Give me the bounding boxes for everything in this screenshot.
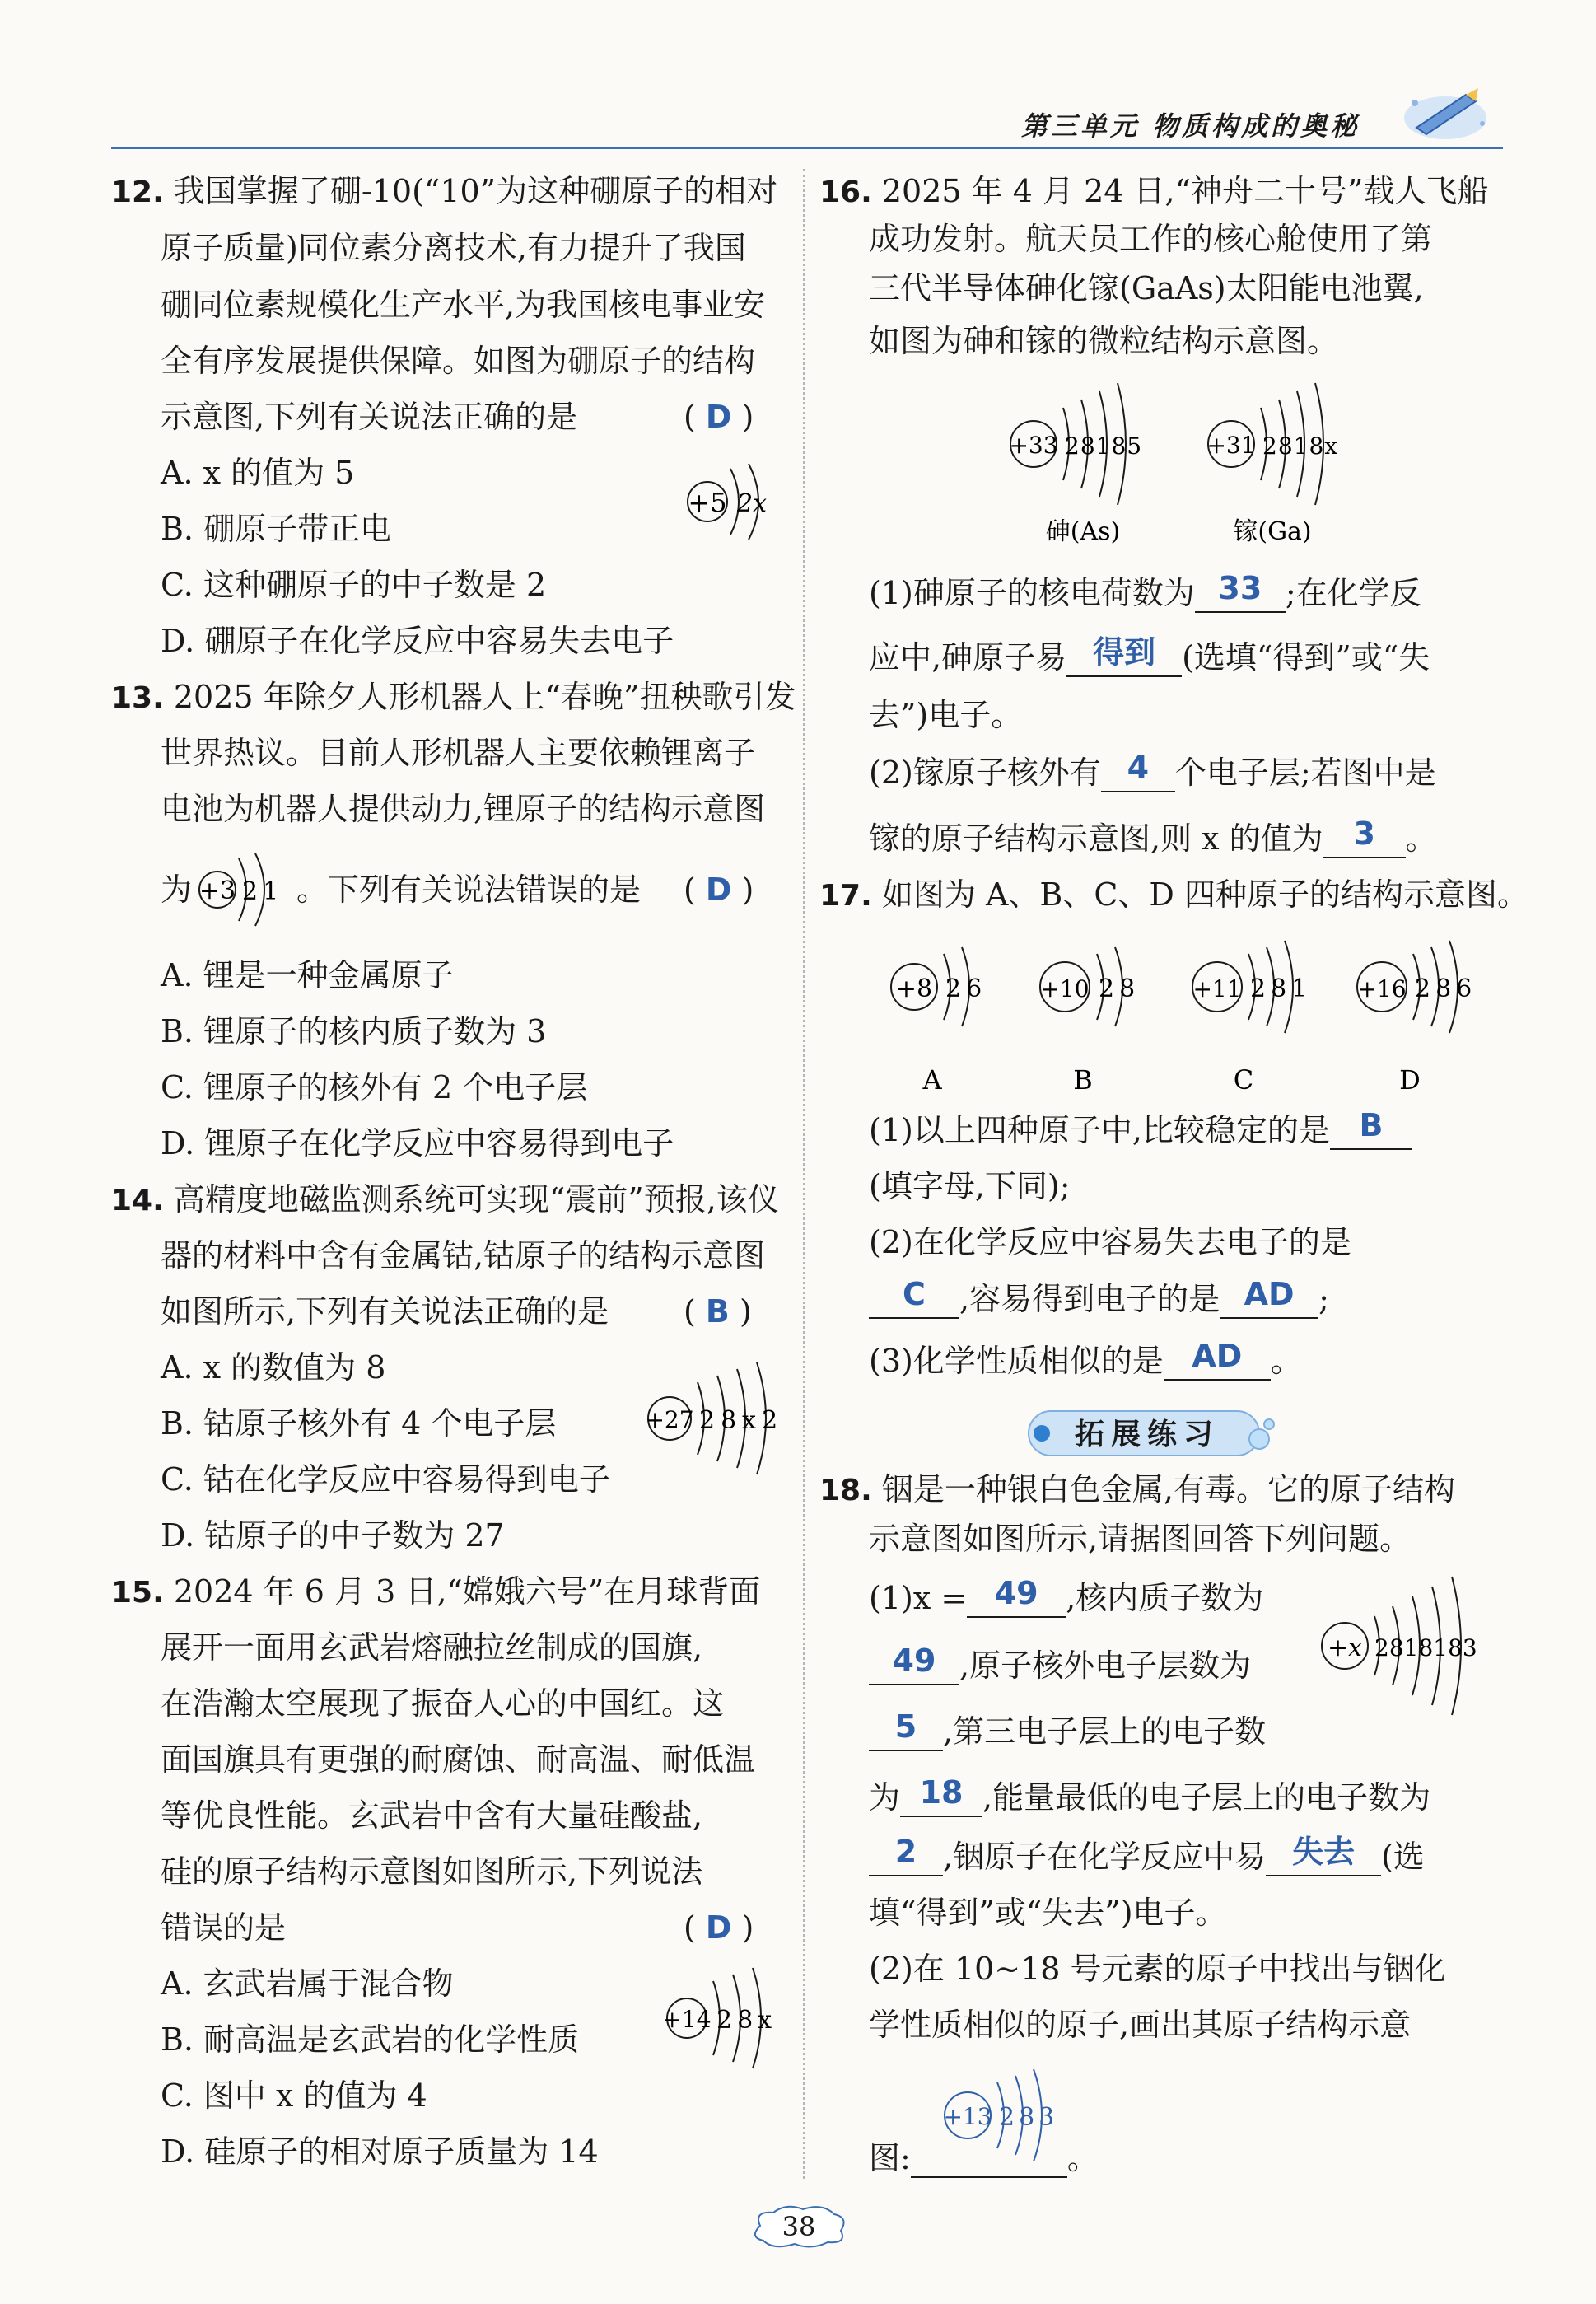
q12-line-3: 硼同位素规模化生产水平,为我国核电事业安: [161, 287, 766, 323]
svg-text:+33: +33: [1009, 432, 1058, 459]
q17-stem: 17. 如图为 A、B、C、D 四种原子的结构示意图。: [819, 876, 1528, 913]
svg-text:283: 283: [999, 2103, 1059, 2132]
svg-text:拓展练习: 拓展练习: [1074, 1418, 1220, 1451]
svg-text:+16: +16: [1357, 975, 1407, 1002]
q17-diagram-c: [1192, 941, 1312, 1096]
q15-option-c: C. 图中 x 的值为 4: [161, 2077, 427, 2114]
q12-line-2: 原子质量)同位素分离技术,有力提升了我国: [161, 230, 746, 266]
q12-option-c: C. 这种硼原子的中子数是 2: [161, 567, 547, 603]
q12-option-d: D. 硼原子在化学反应中容易失去电子: [161, 623, 674, 659]
q13-line-2: 世界热议。目前人形机器人主要依赖锂离子: [161, 735, 756, 771]
q13-option-c: C. 锂原子的核外有 2 个电子层: [161, 1069, 588, 1105]
svg-text:+31: +31: [1206, 432, 1256, 459]
q17-part2-line1: (2)在化学反应中容易失去电子的是: [869, 1224, 1351, 1260]
nucleus-label: +5: [688, 487, 727, 518]
q12-answer: ( D ): [684, 399, 754, 435]
q13-answer: ( D ): [684, 872, 754, 908]
q18-part1-line5: 2 ,铟原子在化学反应中易 失去 (选: [869, 1839, 1425, 1876]
svg-text:281: 281: [1250, 974, 1313, 1003]
q17-diagram-b: [1040, 947, 1140, 1096]
q18-part1-line2: 49 ,原子核外电子层数为: [869, 1647, 1251, 1685]
q12-line-1: 12. 我国掌握了硼-10(“10”为这种硼原子的相对: [111, 173, 778, 209]
q16-gallium-atom-diagram: [1198, 375, 1363, 552]
q16-line-3: 三代半导体砷化镓(GaAs)太阳能电池翼,: [869, 270, 1424, 306]
q12-option-b: B. 硼原子带正电: [161, 511, 392, 547]
q16-arsenic-atom-diagram: [1001, 375, 1165, 552]
q15-line-4: 面国旗具有更强的耐腐蚀、耐高温、耐低温: [161, 1741, 756, 1778]
electron-label: 2x: [737, 489, 768, 518]
q17-diagram-a: [891, 947, 987, 1096]
q14-option-a: A. x 的数值为 8: [161, 1349, 386, 1386]
q14-option-d: D. 钴原子的中子数为 27: [161, 1517, 505, 1554]
svg-text:+14: +14: [662, 2006, 712, 2033]
q13-option-d: D. 锂原子在化学反应中容易得到电子: [161, 1125, 674, 1161]
q14-cobalt-atom-diagram: [638, 1351, 786, 1483]
svg-text:C: C: [1233, 1064, 1254, 1096]
q12-boron-atom-diagram: [679, 449, 786, 548]
q17-atom-diagrams: [873, 923, 1507, 1104]
svg-text:+x: +x: [1327, 1633, 1363, 1662]
q18-line-1: 18. 铟是一种银白色金属,有毒。它的原子结构: [819, 1471, 1455, 1507]
svg-text:38: 38: [782, 2211, 816, 2242]
q12-line-5: 示意图,下列有关说法正确的是: [161, 399, 578, 435]
q13-line-3: 电池为机器人提供动力,锂原子的结构示意图: [161, 791, 766, 827]
svg-text:+8: +8: [895, 974, 933, 1003]
q18-part1-line6: 填“得到”或“失去”)电子。: [869, 1895, 1227, 1931]
q13-stem-tail: 。下列有关说法错误的是: [296, 872, 642, 908]
q17-diagram-d: [1357, 941, 1477, 1096]
q18-part2-line2: 学性质相似的原子,画出其原子结构示意: [869, 2007, 1412, 2043]
svg-text:2818x: 2818x: [1262, 432, 1339, 460]
q18-part1-line3: 5 ,第三电子层上的电子数: [869, 1713, 1266, 1751]
q16-line-2: 成功发射。航天员工作的核心舱使用了第: [869, 221, 1433, 257]
q18-part1-line4: 为 18 ,能量最低的电子层上的电子数为: [869, 1774, 1431, 1816]
column-divider: [803, 169, 805, 2179]
svg-text:21: 21: [242, 877, 284, 906]
svg-text:砷(As): 砷(As): [1045, 517, 1121, 546]
q16-line-1: 16. 2025 年 4 月 24 日,“神舟二十号”载人飞船: [819, 173, 1489, 209]
svg-text:286: 286: [1415, 974, 1477, 1003]
q16-part1-line1: (1)砷原子的核电荷数为 33 ;在化学反: [869, 570, 1421, 611]
q14-option-b: B. 钴原子核外有 4 个电子层: [161, 1405, 557, 1442]
q15-line-2: 展开一面用玄武岩熔融拉丝制成的国旗,: [161, 1629, 703, 1666]
q14-option-c: C. 钴在化学反应中容易得到电子: [161, 1461, 610, 1498]
q17-part1-line1: (1)以上四种原子中,比较稳定的是 B: [869, 1112, 1412, 1150]
svg-text:D: D: [1399, 1064, 1421, 1096]
q16-line-4: 如图为砷和镓的微粒结构示意图。: [869, 323, 1339, 359]
q15-line-7: 错误的是: [161, 1909, 287, 1946]
q15-option-a: A. 玄武岩属于混合物: [161, 1965, 454, 2002]
pencil-book-icon: [1400, 78, 1491, 144]
q13-lead: 为: [161, 872, 193, 908]
q18-line-2: 示意图如图所示,请据图回答下列问题。: [869, 1521, 1412, 1557]
svg-text:+11: +11: [1192, 975, 1242, 1002]
q18-part2-line3: 图: 。: [869, 2140, 1099, 2176]
svg-text:B: B: [1073, 1064, 1093, 1096]
q12-option-a: A. x 的值为 5: [161, 455, 355, 491]
q16-part2-line2: 镓的原子结构示意图,则 x 的值为 3 。: [869, 816, 1437, 857]
q14-answer: ( B ): [684, 1293, 752, 1330]
svg-text:A: A: [922, 1064, 942, 1096]
q15-line-1: 15. 2024 年 6 月 3 日,“嫦娥六号”在月球背面: [111, 1573, 761, 1610]
q18-part2-line1: (2)在 10~18 号元素的原子中找出与铟化: [869, 1951, 1446, 1987]
chapter-title: 第三单元 物质构成的奥秘: [1021, 110, 1360, 142]
q13-lithium-atom-diagram: [191, 840, 290, 939]
q18-part1-line1: (1)x = 49 ,核内质子数为: [869, 1575, 1264, 1616]
q13-option-b: B. 锂原子的核内质子数为 3: [161, 1013, 547, 1049]
svg-text:+10: +10: [1040, 975, 1090, 1002]
q12-line-4: 全有序发展提供保障。如图为硼原子的结构: [161, 343, 756, 379]
q17-part2-line2: C ,容易得到电子的是 AD ;: [869, 1281, 1329, 1319]
q17-part1-line2: (填字母,下同);: [869, 1168, 1071, 1204]
q16-part1-line2: 应中,砷原子易 得到 (选填“得到”或“失: [869, 634, 1430, 675]
q18-indium-atom-diagram: [1314, 1565, 1503, 1722]
page-number: [745, 2201, 852, 2250]
svg-text:26: 26: [945, 974, 987, 1003]
q15-line-3: 在浩瀚太空展现了振奋人心的中国红。这: [161, 1685, 725, 1722]
q13-line-1: 13. 2025 年除夕人形机器人上“春晚”扭秧歌引发: [111, 679, 796, 715]
q15-line-5: 等优良性能。玄武岩中含有大量硅酸盐,: [161, 1797, 703, 1834]
svg-text:镓(Ga): 镓(Ga): [1233, 517, 1312, 546]
q14-line-1: 14. 高精度地磁监测系统可实现“震前”预报,该仪: [111, 1181, 779, 1217]
q15-option-b: B. 耐高温是玄武岩的化学性质: [161, 2021, 580, 2058]
svg-text:28185: 28185: [1065, 432, 1143, 460]
q17-part3: (3)化学性质相似的是 AD 。: [869, 1338, 1302, 1379]
svg-text:28x: 28x: [716, 2006, 777, 2035]
header-rule: [111, 147, 1503, 149]
q14-line-3: 如图所示,下列有关说法正确的是: [161, 1293, 609, 1330]
svg-text:28: 28: [1099, 974, 1141, 1003]
q16-part2-line1: (2)镓原子核外有 4 个电子层;若图中是: [869, 750, 1436, 791]
svg-text:28x2: 28x2: [699, 1406, 784, 1435]
q15-line-6: 硅的原子结构示意图如图所示,下列说法: [161, 1853, 703, 1890]
q13-option-a: A. 锂是一种金属原子: [161, 957, 454, 993]
svg-text:+27: +27: [645, 1406, 694, 1433]
q15-answer: ( D ): [684, 1909, 754, 1946]
q15-option-d: D. 硅原子的相对原子质量为 14: [161, 2133, 599, 2170]
svg-text:2818183: 2818183: [1374, 1634, 1477, 1661]
q15-silicon-atom-diagram: [659, 1956, 782, 2080]
extension-practice-banner: [1025, 1404, 1276, 1460]
svg-text:+13: +13: [943, 2103, 992, 2130]
svg-text:+3: +3: [198, 876, 236, 905]
q16-part1-line3: 去”)电子。: [869, 697, 1023, 733]
q14-line-2: 器的材料中含有金属钴,钴原子的结构示意图: [161, 1237, 766, 1274]
